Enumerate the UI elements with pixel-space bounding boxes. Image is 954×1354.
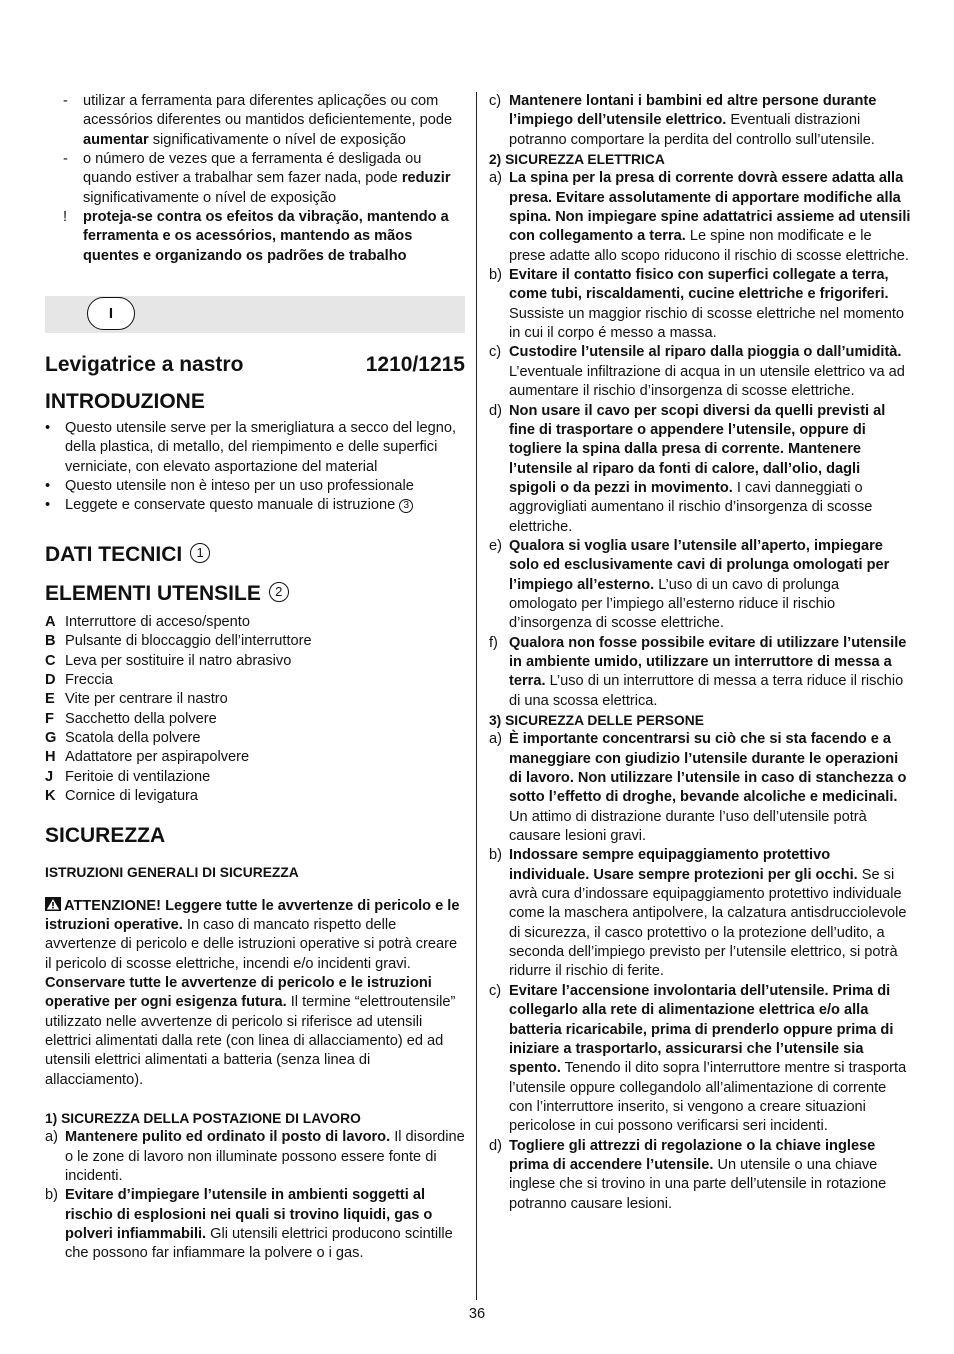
list-item (489, 846, 911, 981)
item-text (509, 538, 889, 631)
bold-text: La spina per la presa di corrente dovrà essere adatta alla presa. Evitare assolutamente di apportare modifiche alla spina. Non impiegare spine adattatrici assieme ad utensili con collegamento a terra. (509, 170, 911, 245)
component-item (45, 787, 465, 806)
warning-paragraph (45, 897, 465, 1090)
bold-text: Evitare d’impiegare l’utensile in ambienti soggetti al rischio di esplosioni nei quali si trovino liquidi, gas o polveri infiammabili. (65, 1187, 433, 1243)
body-text: L’uso di un interruttore di messa a terra riduce il rischio di una scossa elettrica. (509, 673, 904, 709)
item-text (83, 151, 451, 206)
item-text (509, 170, 910, 263)
body-text: I cavi danneggiati o aggrovigliati aumentano il rischio d’insorgenza di scosse elettriche. (509, 479, 873, 535)
bold-text: Evitare l’accensione involontaria dell’utensile. Prima di collegarlo alla rete di alimentazione elettrica e/o alla batteria ricaricabile, prima di prenderlo oppure prima di iniziare a trasportarlo, assicurarsi che l’utensile sia spento. (509, 982, 894, 1077)
body-text: Un attimo di distrazione durante l’uso dell’utensile potrà causare lesioni gravi. (509, 808, 867, 845)
persons-list (489, 730, 911, 1214)
language-bar (45, 296, 465, 333)
body-text: Le spine non modificate e le prese adatte allo scopo riducono il rischio di scosse elettriche. (509, 228, 909, 264)
bullet-icon: • (45, 478, 51, 495)
component-label: Sacchetto della polvere (65, 710, 217, 727)
item-text (65, 1187, 453, 1261)
component-item (45, 652, 465, 671)
list-item (489, 634, 911, 711)
list-item (489, 982, 911, 1137)
component-letter: E (45, 691, 55, 708)
bold-text: Mantenere pulito ed ordinato il posto di lavoro. (65, 1129, 391, 1146)
component-letter: G (45, 729, 57, 746)
component-label: Scatola della polvere (65, 729, 201, 746)
body-text: L’eventuale infiltrazione di acqua in un utensile elettrico va ad aumentare il rischio d’insorgenza di scosse elettriche. (509, 363, 905, 400)
component-label: Pulsante di bloccaggio dell’interruttore (65, 633, 312, 650)
item-marker: d) (489, 1137, 502, 1154)
component-label: Interruttore di acceso/spento (65, 613, 250, 630)
bullet-item (45, 496, 465, 515)
item-marker: c) (489, 344, 502, 361)
item-text (509, 93, 876, 148)
component-letter: J (45, 768, 54, 785)
elements-heading (45, 581, 465, 607)
bullet-text: Questo utensile serve per la smerigliatura a secco del legno, della plastica, di metallo, del riempimento e delle superfici verniciate, con elevato asportazione del material (65, 420, 456, 475)
list-item (45, 1128, 465, 1186)
body-text: Tenendo il dito sopra l’interruttore mentre si trasporta l’utensile oppure collegandolo all’alimentazione di corrente con l’interruttore inserito, si vengono a creare situazioni pericolose in cui possono verificarsi seri incidenti. (509, 1060, 907, 1135)
item-marker: - (63, 93, 68, 109)
component-label: Cornice di levigatura (65, 787, 199, 804)
bold-text: Qualora si voglia usare l’utensile all’aperto, impiegare solo ed esclusivamente cavi di prolunga omologati per l’impiego all’esterno. (509, 537, 890, 593)
body-text: significativamente o nível de exposição (148, 131, 406, 148)
electrical-heading: 2) SICUREZZA ELETTRICA (489, 152, 665, 168)
item-marker: c) (489, 982, 502, 999)
list-item (489, 343, 911, 401)
body-text: In caso di mancato rispetto delle avvertenze di pericolo e delle istruzioni operative si potrà creare il pericolo di scosse elettriche, incendi e/o incidenti gravi. (45, 916, 458, 972)
page-number: 36 (468, 1306, 486, 1322)
tech-data-ref: 1 (190, 543, 210, 563)
item-marker: - (63, 151, 68, 168)
item-text (509, 1138, 886, 1212)
body-text: significativamente o nível de exposição (83, 189, 337, 206)
item-text (65, 1129, 465, 1184)
body-text: Gli utensili elettrici producono scintille che possono far infiammare la polvere o i gas. (65, 1226, 453, 1262)
portuguese-vibration-list (45, 92, 465, 266)
list-item (489, 730, 911, 846)
list-item (489, 402, 911, 537)
list-item (45, 1186, 465, 1263)
bold-text: reduzir (401, 170, 451, 187)
right-column (489, 92, 911, 1214)
body-text: Il disordine o le zone di lavoro non illuminate possono essere fonte di incidenti. (65, 1129, 465, 1185)
body-text: Se si avrà cura d’indossare equipaggiamento protettivo individuale come la maschera antipolvere, la calzatura antisdrucciolevole di sicurezza, il casco protettivo o la protezione dell’udito, a seconda dell’impiego previsto per l’utensile elettrico, si potrà ridurre il rischio di ferite. (509, 866, 907, 980)
component-item (45, 748, 465, 767)
warning-text (45, 898, 459, 1088)
body-text: Il termine “elettroutensile” utilizzato nelle avvertenze di pericolo si riferisce ad utensili elettrici alimentati dalla rete (con linea di allacciamento) ed ad utensili elettrici alimentati a batteria (senza linea di allacciamento). (45, 994, 456, 1088)
bullet-icon: • (45, 420, 51, 437)
component-letter: D (45, 671, 56, 688)
component-item (45, 729, 465, 748)
bold-text: proteja-se contra os efeitos da vibração, mantendo a ferramenta e os acessórios, mantendo as mãos quentes e organizando os padrões de trabalho (83, 209, 449, 264)
item-marker: b) (45, 1187, 58, 1204)
component-letter: H (45, 749, 56, 766)
safety-heading: SICUREZZA (45, 824, 166, 848)
component-letter: K (45, 787, 56, 804)
item-text (509, 635, 906, 709)
component-letter: A (45, 613, 56, 630)
body-text: L’uso di un cavo di prolunga omologato per l’impiego all’esterno riduce il rischio d’insorgenza di scosse elettriche. (509, 576, 840, 632)
elements-ref: 2 (269, 582, 289, 602)
component-label: Feritoie di ventilazione (65, 768, 211, 785)
electrical-list (489, 169, 911, 711)
column-divider (476, 92, 477, 1300)
figure-ref: 3 (399, 499, 413, 513)
item-marker: b) (489, 847, 502, 864)
item-marker: e) (489, 537, 502, 554)
component-item (45, 768, 465, 787)
bold-text: Mantenere lontani i bambini ed altre persone durante l’impiego dell’utensile elettrico. (509, 93, 877, 129)
workplace-heading: 1) SICUREZZA DELLA POSTAZIONE DI LAVORO (45, 1111, 361, 1127)
item-marker: a) (489, 731, 502, 748)
body-text: Un utensile o una chiave inglese che si trovino in una parte dell’utensile in rotazione potranno causare lesioni. (509, 1156, 887, 1212)
intro-bullets (45, 419, 465, 516)
item-marker: d) (489, 402, 502, 419)
item-text (509, 847, 906, 979)
component-letter: C (45, 652, 56, 669)
tech-data-heading (45, 542, 465, 568)
bullet-item (45, 477, 465, 496)
component-item (45, 671, 465, 690)
component-item (45, 690, 465, 709)
list-item (489, 266, 911, 343)
component-label: Adattatore per aspirapolvere (65, 749, 250, 766)
list-item (45, 208, 465, 266)
component-label: Freccia (65, 671, 113, 688)
list-item (489, 537, 911, 634)
list-item (489, 1137, 911, 1214)
component-label: Vite per centrare il nastro (65, 691, 228, 708)
item-text (83, 93, 452, 148)
bold-text: Togliere gli attrezzi di regolazione o la chiave inglese prima di accendere l’utensile. (509, 1137, 876, 1173)
item-marker: a) (489, 170, 502, 187)
component-list (45, 613, 465, 806)
bullet-text: Questo utensile non è inteso per un uso professionale (65, 478, 414, 495)
item-marker: c) (489, 93, 502, 109)
body-text: Sussiste un maggior rischio di scosse elettriche nel momento in cui il corpo é messo a massa. (509, 305, 905, 342)
bold-text: Qualora non fosse possibile evitare di utilizzare l’utensile in ambiente umido, utilizzare un interruttore di messa a terra. (509, 634, 907, 690)
product-title: Levigatrice a nastro (45, 353, 244, 377)
body-text: Eventuali distrazioni potranno comportare la perdita del controllo sull’utensile. (509, 112, 875, 148)
bold-text: Custodire l’utensile al riparo dalla pioggia o dall’umidità. (509, 344, 902, 361)
item-marker: ! (63, 209, 68, 226)
component-item (45, 710, 465, 729)
component-item (45, 632, 465, 651)
bold-text: È importante concentrarsi su ciò che si sta facendo e a maneggiare con giudizio l’utensile durante le operazioni di lavoro. Non utilizzare l’utensile in caso di stanchezza o sotto l’effetto di droghe, bevande alcoliche e medicinali. (509, 731, 907, 806)
product-title-row (45, 352, 465, 378)
workplace-list (45, 1128, 465, 1263)
item-marker: b) (489, 267, 502, 284)
bold-text: Indossare sempre equipaggiamento protettivo individuale. Usare sempre protezioni per gli occhi. (509, 847, 858, 883)
bullet-icon: • (45, 497, 51, 514)
intro-heading: INTRODUZIONE (45, 390, 205, 414)
component-letter: F (45, 710, 54, 727)
bold-text: ATTENZIONE! Leggere tutte le avvertenze di pericolo e le istruzioni operative. (45, 897, 460, 933)
item-text (509, 983, 906, 1134)
general-safety-heading: ISTRUZIONI GENERALI DI SICUREZZA (45, 865, 299, 881)
list-item (45, 92, 465, 150)
bold-text: Evitare il contatto fisico con superfici collegate a terra, come tubi, riscaldamenti, cucine elettriche e frigoriferi. (509, 267, 889, 303)
item-text (509, 403, 885, 535)
item-marker: a) (45, 1129, 58, 1146)
bullet-text: Leggete e conservate questo manuale di istruzione (65, 497, 396, 514)
item-text (83, 209, 449, 264)
component-label: Leva per sostituire il natro abrasivo (65, 652, 292, 669)
warning-triangle-icon (45, 897, 61, 911)
item-text (509, 731, 906, 844)
list-item (45, 150, 465, 208)
body-text: o número de vezes que a ferramenta é desligada ou quando estiver a trabalhar sem fazer nada, pode (83, 151, 422, 187)
language-badge: I (87, 297, 135, 330)
list-item (489, 92, 911, 150)
product-model: 1210/1215 (365, 353, 465, 377)
workplace-item-c (489, 92, 911, 150)
left-column (45, 92, 465, 1264)
item-text (509, 344, 905, 399)
body-text: utilizar a ferramenta para diferentes aplicações ou com acessórios diferentes ou mantidos deficientemente, pode (83, 93, 453, 129)
bold-text: aumentar (83, 131, 149, 148)
tech-data-heading-text: DATI TECNICI (45, 542, 183, 566)
persons-heading: 3) SICUREZZA DELLE PERSONE (489, 713, 704, 728)
item-marker: f) (489, 634, 498, 651)
list-item (489, 169, 911, 266)
bold-text: Non usare il cavo per scopi diversi da quelli previsti al fine di trasportare o appendere l’utensile, oppure di togliere la spina dalla presa di corrente. Mantenere l’utensile al riparo da fonti di calore, dall’olio, dagli spigoli o da pezzi in movimento. (509, 402, 886, 496)
elements-heading-text: ELEMENTI UTENSILE (45, 581, 261, 605)
bullet-item (45, 419, 465, 477)
item-text (509, 267, 904, 341)
component-letter: B (45, 633, 56, 650)
bold-text: Conservare tutte le avvertenze di pericolo e le istruzioni operative per ogni esigenza futura. (45, 974, 432, 1011)
component-item (45, 613, 465, 632)
